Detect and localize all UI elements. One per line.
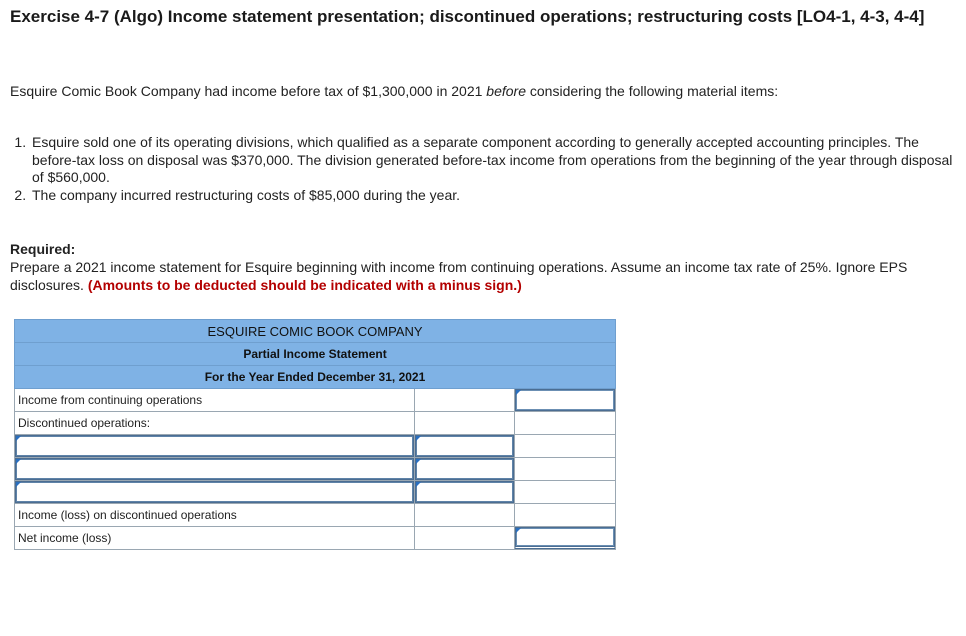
line1-amount-input[interactable] bbox=[415, 435, 515, 458]
exercise-title: Exercise 4-7 (Algo) Income statement presentation; discontinued operations; restructuring costs [LO4-1, 4-3, 4-4] bbox=[10, 7, 925, 26]
input-box[interactable] bbox=[15, 435, 414, 457]
minus-sign-note: (Amounts to be deducted should be indicated with a minus sign.) bbox=[87, 277, 522, 293]
continuing-amount-input[interactable] bbox=[515, 389, 616, 412]
income-statement-table bbox=[14, 319, 616, 550]
input-marker-icon bbox=[16, 436, 21, 441]
input-marker-icon bbox=[16, 482, 21, 487]
input-marker-icon bbox=[416, 436, 421, 441]
input-box[interactable] bbox=[15, 458, 414, 480]
line3-label-input[interactable] bbox=[15, 481, 415, 504]
empty-cell bbox=[515, 504, 616, 527]
input-box[interactable] bbox=[15, 481, 414, 503]
table-row bbox=[15, 435, 616, 458]
row-label-disc-total: Income (loss) on discontinued operations bbox=[15, 504, 415, 527]
statement-period: For the Year Ended December 31, 2021 bbox=[15, 366, 616, 389]
empty-cell bbox=[415, 412, 515, 435]
input-box[interactable] bbox=[515, 389, 615, 411]
list-item: 1. Esquire sold one of its operating divisions, which qualified as a separate component according to generally accepted accounting principles. The before-tax loss on disposal was $370,000. The division generated before-tax income from operations from the beginning of the year through disposal of $560,000. bbox=[30, 134, 960, 187]
input-marker-icon bbox=[516, 390, 521, 395]
intro-text-before: Esquire Comic Book Company had income before tax of $1,300,000 in 2021 bbox=[10, 83, 487, 99]
table-row bbox=[15, 458, 616, 481]
row-label-discontinued: Discontinued operations: bbox=[15, 412, 415, 435]
input-marker-icon bbox=[516, 528, 521, 533]
line2-label-input[interactable] bbox=[15, 458, 415, 481]
required-label: Required: bbox=[10, 241, 76, 257]
input-marker-icon bbox=[16, 459, 21, 464]
intro-emphasis: before bbox=[486, 83, 526, 99]
list-item: 2. The company incurred restructuring costs of $85,000 during the year. bbox=[30, 187, 960, 205]
empty-cell bbox=[515, 458, 616, 481]
input-box[interactable] bbox=[415, 435, 514, 457]
row-label-continuing: Income from continuing operations bbox=[15, 389, 415, 412]
line2-amount-input[interactable] bbox=[415, 458, 515, 481]
empty-cell bbox=[415, 389, 515, 412]
table-row bbox=[15, 481, 616, 504]
empty-cell bbox=[515, 412, 616, 435]
input-box[interactable] bbox=[415, 481, 514, 503]
input-marker-icon bbox=[416, 482, 421, 487]
required-section bbox=[10, 240, 955, 294]
intro-text-after: considering the following material items: bbox=[526, 83, 779, 99]
input-marker-icon bbox=[416, 459, 421, 464]
required-text: Prepare a 2021 income statement for Esquire beginning with income from continuing operations. Assume an income tax rate of 25%. Ignore EPS disclosures. bbox=[10, 259, 908, 293]
input-box[interactable] bbox=[515, 527, 615, 549]
statement-heading: Partial Income Statement bbox=[15, 343, 616, 366]
net-income-amount-input[interactable] bbox=[515, 527, 616, 550]
empty-cell bbox=[515, 481, 616, 504]
company-name-header: ESQUIRE COMIC BOOK COMPANY bbox=[15, 320, 616, 343]
empty-cell bbox=[415, 527, 515, 550]
material-items-list bbox=[0, 134, 960, 204]
table-row bbox=[15, 412, 616, 435]
line3-amount-input[interactable] bbox=[415, 481, 515, 504]
empty-cell bbox=[515, 435, 616, 458]
row-label-net-income: Net income (loss) bbox=[15, 527, 415, 550]
intro-paragraph bbox=[10, 82, 950, 100]
table-row bbox=[15, 389, 616, 412]
input-box[interactable] bbox=[415, 458, 514, 480]
empty-cell bbox=[415, 504, 515, 527]
line1-label-input[interactable] bbox=[15, 435, 415, 458]
table-row bbox=[15, 504, 616, 527]
table-row bbox=[15, 527, 616, 550]
